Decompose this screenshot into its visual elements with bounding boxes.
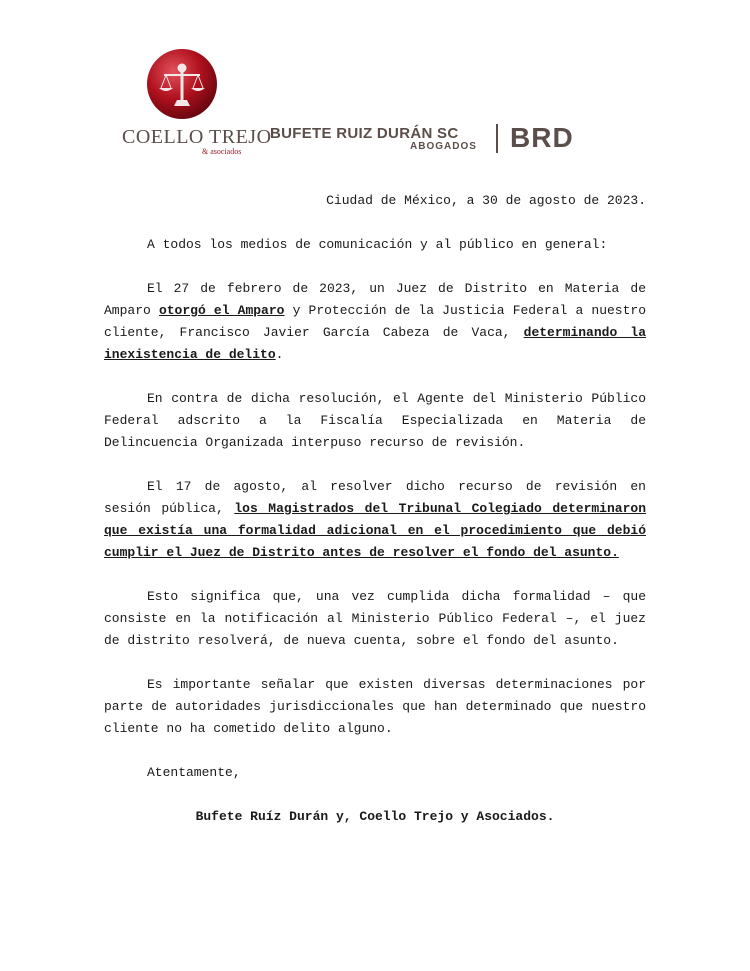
emphasis-magistrados: los Magistrados del Tribunal Colegiado determinaron que existía una formalidad adicional en el procedimiento que debió cumplir el Juez de Distrito antes de resolver el fondo del asunto. xyxy=(104,501,646,560)
salutation: A todos los medios de comunicación y al público en general: xyxy=(147,237,608,252)
emphasis-amparo: otorgó el Amparo xyxy=(158,303,285,318)
coello-trejo-logo xyxy=(118,48,272,158)
bufete-ruiz-duran-logo xyxy=(270,122,600,158)
brd-mark: BRD xyxy=(510,122,574,153)
coello-trejo-name: COELLO TREJO xyxy=(122,126,272,148)
brd-firm-name: BUFETE RUIZ DURÁN SC xyxy=(270,125,459,142)
emphasis-inexistencia: determinando la inexistencia de delito xyxy=(104,325,646,362)
brd-divider xyxy=(496,124,498,153)
paragraph-1: El 27 de febrero de 2023, un Juez de Distrito en Materia de Amparo otorgó el Amparo y Protección de la Justicia Federal a nuestro cliente, Francisco Javier García Cabeza de Vaca, determinando la inexistencia de delito. xyxy=(104,281,647,362)
paragraph-4: Esto significa que, una vez cumplida dicha formalidad – que consiste en la notificación al Ministerio Público Federal –, el juez de distrito resolverá, de nueva cuenta, sobre el fondo del asunto. xyxy=(104,589,646,648)
paragraph-5: Es importante señalar que existen diversas determinaciones por parte de autoridades jurisdiccionales que han determinado que nuestro cliente no ha cometido delito alguno. xyxy=(104,677,646,736)
letter-body xyxy=(104,190,646,828)
brd-subtitle: ABOGADOS xyxy=(410,141,477,152)
paragraph-3: El 17 de agosto, al resolver dicho recurso de revisión en sesión pública, los Magistrados del Tribunal Colegiado determinaron que existía una formalidad adicional en el procedimiento que debió cumplir el Juez de Distrito antes de resolver el fondo del asunto. xyxy=(104,479,646,560)
letterhead xyxy=(0,0,750,170)
signature: Bufete Ruíz Durán y, Coello Trejo y Asociados. xyxy=(195,809,555,824)
letter-date: Ciudad de México, a 30 de agosto de 2023. xyxy=(326,193,646,208)
scales-of-justice-icon xyxy=(146,48,218,120)
coello-trejo-subtitle: & asociados xyxy=(202,147,242,156)
closing: Atentamente, xyxy=(147,765,241,780)
paragraph-2: En contra de dicha resolución, el Agente del Ministerio Público Federal adscrito a la Fiscalía Especializada en Materia de Delincuencia Organizada interpuso recurso de revisión. xyxy=(104,391,646,450)
